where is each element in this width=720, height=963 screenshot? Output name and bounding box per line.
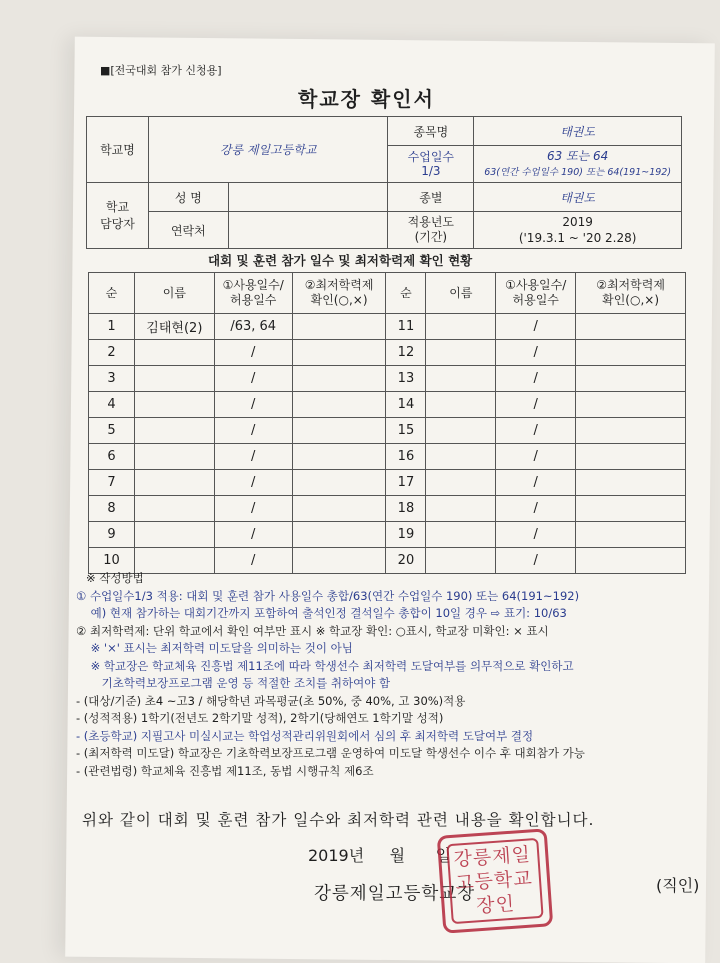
header-check-line1: ②최저학력제 (304, 278, 374, 292)
table-header-row (89, 273, 686, 314)
row-check (292, 470, 386, 496)
days-value (474, 146, 682, 183)
contact-label: 연락처 (148, 212, 228, 249)
row-days-right: / (496, 496, 576, 522)
header-num: 순 (89, 273, 135, 314)
row-name (134, 444, 214, 470)
year-value-line2: ('19.3.1 ~ '20 2.28) (518, 231, 637, 245)
row-num: 7 (89, 470, 135, 496)
row-name-right (426, 418, 496, 444)
row-num: 3 (89, 366, 135, 392)
row-check (292, 418, 386, 444)
note-line: - (최저학력 미도달) 학교장은 기초학력보장프로그램 운영하여 미도달 학생선수 이수 후 대회참가 가능 (76, 746, 585, 760)
row-check-right (576, 496, 686, 522)
row-name-right (426, 366, 496, 392)
info-table (86, 116, 682, 249)
row-num-right: 19 (386, 522, 426, 548)
table-title: 대회 및 훈련 참가 일수 및 최저학력제 확인 현황 (208, 253, 473, 268)
row-num: 2 (89, 340, 135, 366)
row-name (134, 522, 214, 548)
row-check (292, 314, 386, 340)
row-days: / (214, 496, 292, 522)
seal-label: (직인) (656, 876, 700, 895)
row-days: / (214, 392, 292, 418)
note-line: 예) 현재 참가하는 대회기간까지 포함하여 출석인정 결석일수 총합이 10일 경우 ⇨ 표기: 10/63 (76, 606, 567, 620)
signer-name: 강릉제일고등학교장 (314, 884, 476, 904)
days-label-line1: 수업일수 (407, 150, 455, 164)
notes-list (76, 588, 716, 781)
year-value-line1: 2019 (562, 215, 593, 229)
row-days: / (214, 470, 292, 496)
contact-value (228, 212, 388, 249)
row-check-right (576, 314, 686, 340)
header-num-right: 순 (386, 273, 426, 314)
manager-label-line1: 학교 (105, 199, 130, 214)
form-tag: ■[전국대회 참가 신청용] (100, 64, 222, 77)
row-days-right: / (496, 548, 576, 574)
table-row (89, 340, 686, 366)
confirm-sentence: 위와 같이 대회 및 훈련 참가 일수와 최저학력 관련 내용을 확인합니다. (82, 811, 595, 829)
row-check (292, 444, 386, 470)
row-days-right: / (496, 340, 576, 366)
row-num: 8 (89, 496, 135, 522)
event-value: 태권도 (474, 117, 682, 146)
row-check (292, 340, 386, 366)
header-check-right-line1: ②최저학력제 (596, 278, 665, 292)
days-value-line2: 63(연간 수업일수 190) 또는 64(191~192) (484, 166, 672, 178)
row-days: / (214, 548, 292, 574)
name-label: 성 명 (148, 183, 228, 212)
note-line: - (성적적용) 1학기(전년도 2학기말 성적), 2학기(당해연도 1학기말 성적) (76, 711, 444, 725)
row-days-right: / (496, 392, 576, 418)
row-num-right: 17 (386, 470, 426, 496)
table-row (89, 314, 686, 340)
manager-label-line2: 담당자 (100, 216, 135, 231)
row-num-right: 16 (386, 444, 426, 470)
row-days-right: / (496, 522, 576, 548)
writing-instructions (76, 570, 716, 780)
type-label: 종별 (388, 183, 474, 212)
participants-table (88, 272, 686, 574)
row-name-right (426, 522, 496, 548)
row-name (134, 392, 214, 418)
year-value (474, 212, 682, 249)
table-row (89, 418, 686, 444)
note-line: - (대상/기준) 초4 ~고3 / 해당학년 과목평균(초 50%, 중 40%, 고 30%)적용 (76, 693, 466, 708)
name-value (228, 183, 388, 212)
row-check (292, 522, 386, 548)
note-line: ② 최저학력제: 단위 학교에서 확인 여부만 표시 ※ 학교장 확인: ○표시, 학교장 미확인: × 표시 (76, 623, 549, 638)
row-num-right: 14 (386, 392, 426, 418)
row-name (134, 470, 214, 496)
official-seal (437, 828, 554, 933)
header-check-right-line2: 확인(○,×) (602, 293, 659, 307)
header-days-right-line1: ①사용일수/ (505, 278, 567, 292)
header-days-right (496, 273, 576, 314)
row-num-right: 18 (386, 496, 426, 522)
event-label: 종목명 (388, 117, 474, 146)
row-num: 1 (89, 314, 135, 340)
row-name-right (426, 496, 496, 522)
row-days-right: / (496, 470, 576, 496)
row-name (134, 418, 214, 444)
row-check-right (576, 418, 686, 444)
row-num-right: 12 (386, 340, 426, 366)
row-days-right: / (496, 366, 576, 392)
row-name-right (426, 340, 496, 366)
row-days-right: / (496, 314, 576, 340)
days-label-line2: 1/3 (421, 164, 441, 178)
row-days-right: / (496, 444, 576, 470)
row-num: 5 (89, 418, 135, 444)
row-check-right (576, 444, 686, 470)
document-title: 학교장 확인서 (298, 87, 435, 111)
header-check-right (576, 273, 686, 314)
note-line: - (관련법령) 학교체육 진흥법 제11조, 동법 시행규칙 제6조 (76, 763, 374, 778)
row-check (292, 392, 386, 418)
row-check-right (576, 470, 686, 496)
header-days-right-line2: 허용일수 (512, 293, 559, 307)
school-label: 학교명 (87, 117, 149, 183)
year-label (388, 212, 474, 249)
row-days: /63, 64 (214, 314, 292, 340)
row-name (134, 496, 214, 522)
row-days: / (214, 340, 292, 366)
header-days-line2: 허용일수 (230, 293, 277, 307)
table-row (89, 522, 686, 548)
date-line: 2019년 월 일 (308, 846, 452, 865)
notes-title: ※ 작성방법 (86, 571, 144, 585)
table-row (89, 392, 686, 418)
row-days: / (214, 366, 292, 392)
row-days: / (214, 522, 292, 548)
row-days: / (214, 418, 292, 444)
row-check-right (576, 340, 686, 366)
row-name: 김태현(2) (134, 314, 214, 340)
row-num: 6 (89, 444, 135, 470)
note-line: ※ 학교장은 학교체육 진흥법 제11조에 따라 학생선수 최저학력 도달여부를 의무적으로 확인하고 (76, 658, 574, 673)
table-row (89, 366, 686, 392)
note-line: 기초학력보장프로그램 운영 등 적절한 조치를 취하여야 함 (76, 676, 391, 690)
header-name-right: 이름 (426, 273, 496, 314)
row-num-right: 13 (386, 366, 426, 392)
note-line: - (초등학교) 지필고사 미실시교는 학업성적관리위원회에서 심의 후 최저학력 도달여부 결정 (76, 728, 534, 743)
row-num-right: 15 (386, 418, 426, 444)
type-value: 태권도 (474, 183, 682, 212)
header-name: 이름 (134, 273, 214, 314)
year-label-line1: 적용년도 (407, 215, 455, 229)
row-name-right (426, 392, 496, 418)
row-check (292, 366, 386, 392)
table-row (89, 444, 686, 470)
days-value-line1: 63 또는 64 (546, 148, 609, 163)
header-days-line1: ①사용일수/ (222, 278, 284, 292)
header-check-line2: 확인(○,×) (310, 293, 368, 307)
manager-label (87, 183, 149, 249)
row-num: 4 (89, 392, 135, 418)
row-name-right (426, 444, 496, 470)
row-name (134, 340, 214, 366)
table-row (89, 496, 686, 522)
school-name: 강릉 제일고등학교 (148, 117, 388, 183)
note-line: ① 수업일수1/3 적용: 대회 및 훈련 참가 사용일수 총합/63(연간 수업일수 190) 또는 64(191~192) (76, 588, 580, 603)
row-num: 10 (89, 548, 135, 574)
row-check-right (576, 366, 686, 392)
row-name (134, 366, 214, 392)
row-num: 9 (89, 522, 135, 548)
row-name-right (426, 314, 496, 340)
year-label-line2: (기간) (414, 230, 448, 244)
note-line: ※ '×' 표시는 최저학력 미도달을 의미하는 것이 아님 (76, 641, 353, 655)
row-check-right (576, 392, 686, 418)
row-num-right: 11 (386, 314, 426, 340)
row-days: / (214, 444, 292, 470)
row-num-right: 20 (386, 548, 426, 574)
row-check-right (576, 522, 686, 548)
table-row (89, 470, 686, 496)
days-label (388, 146, 474, 183)
row-name-right (426, 470, 496, 496)
row-days-right: / (496, 418, 576, 444)
header-check (292, 273, 386, 314)
header-days (214, 273, 292, 314)
row-check (292, 496, 386, 522)
seal-text: 강릉제일고등학교장인 (452, 843, 534, 918)
